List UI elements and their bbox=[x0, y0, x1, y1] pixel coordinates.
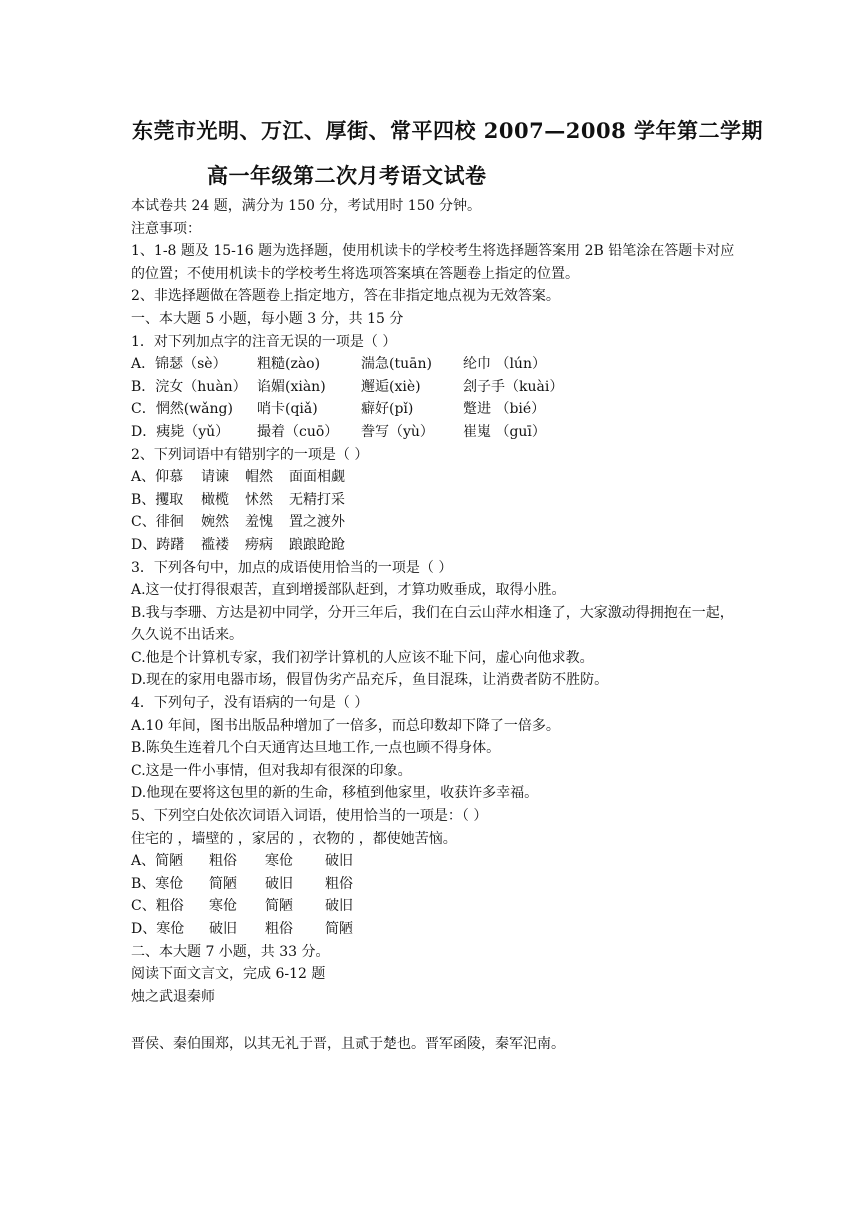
q2-b-item: 橄榄 bbox=[201, 491, 229, 508]
q5-d-item: 粗俗 bbox=[265, 921, 293, 937]
q2-a-item: 帽然 bbox=[245, 469, 273, 486]
q1-b-item: 邂逅(xiè) bbox=[361, 378, 421, 395]
q4-option-d: D.他现在要将这包里的新的生命，移植到他家里，收获许多幸福。 bbox=[131, 785, 539, 802]
q2-stem: 2、下列词语中有错别字的一项是（ ） bbox=[131, 446, 369, 463]
q1-a-item: 纶巾 （lún） bbox=[463, 356, 546, 373]
q1-b-item: B．浣女（huàn） bbox=[131, 378, 247, 395]
q5-b-item: 粗俗 bbox=[325, 875, 353, 892]
q2-a-item: 请谏 bbox=[201, 469, 229, 486]
q2-option-d bbox=[131, 534, 741, 557]
q2-c-item: 置之渡外 bbox=[289, 514, 345, 531]
notice-item-1: 1、1-8 题及 15-16 题为选择题，使用机读卡的学校考生将选择题答案用 2B 铅笔涂在答题卡对应的位置；不使用机读卡的学校考生将选项答案填在答题卷上指定的位置。 bbox=[131, 243, 735, 282]
blank-line bbox=[131, 1008, 741, 1033]
q5-c-item: 寒伧 bbox=[209, 898, 237, 915]
q1-a-item: 湍急(tuān) bbox=[361, 356, 432, 373]
q2-a-item: 面面相觑 bbox=[289, 469, 345, 486]
q5-stem: 5、下列空白处依次词语入词语，使用恰当的一项是：（ ） bbox=[131, 808, 488, 825]
q3-option-c: C.他是个计算机专家，我们初学计算机的人应该不耻下问，虚心向他求教。 bbox=[131, 649, 594, 666]
q5-a-item: 寒伧 bbox=[265, 853, 293, 870]
q5-a-item: 粗俗 bbox=[209, 853, 237, 870]
passage-first-line: 晋侯、秦伯围郑，以其无礼于晋，且贰于楚也。晋军函陵，秦军汜南。 bbox=[131, 1036, 565, 1053]
q2-d-item: 痨病 bbox=[245, 536, 273, 553]
exam-summary: 本试卷共 24 题，满分为 150 分，考试用时 150 分钟。 bbox=[131, 198, 481, 214]
q1-option-b bbox=[131, 376, 741, 399]
q1-option-d bbox=[131, 421, 741, 444]
q1-b-item: 刽子手（kuài） bbox=[463, 378, 564, 395]
q3-option-d: D.现在的家用电器市场，假冒伪劣产品充斥，鱼目混珠，让消费者防不胜防。 bbox=[131, 672, 609, 689]
q5-c-item: 破旧 bbox=[325, 898, 353, 915]
q2-b-item: B、攫取 bbox=[131, 491, 184, 508]
exam-title-line-1: 东莞市光明、万江、厚街、常平四校 2007—2008 学年第二学期 bbox=[132, 118, 764, 143]
q5-option-d bbox=[131, 918, 741, 941]
q5-b-item: 破旧 bbox=[265, 875, 293, 892]
q1-c-item: 癖好(pǐ) bbox=[361, 401, 414, 418]
notice-heading: 注意事项： bbox=[131, 220, 201, 237]
exam-title-line-2: 高一年级第二次月考语文试卷 bbox=[207, 163, 487, 188]
q1-b-item: 谄媚(xiàn) bbox=[257, 378, 326, 395]
q5-b-item: 简陋 bbox=[209, 875, 237, 892]
q5-d-item: 简陋 bbox=[325, 921, 353, 937]
q1-option-c bbox=[131, 398, 741, 421]
q2-c-item: 婉然 bbox=[201, 514, 229, 531]
q2-d-item: 褴褛 bbox=[201, 536, 229, 553]
q1-stem: 1．对下列加点字的注音无误的一项是（ ） bbox=[131, 333, 397, 350]
q5-option-b bbox=[131, 873, 741, 896]
q5-c-item: C、粗俗 bbox=[131, 898, 184, 915]
q1-option-a bbox=[131, 353, 741, 376]
q2-b-item: 无精打采 bbox=[289, 491, 345, 508]
reading-instruction: 阅读下面文言文，完成 6-12 题 bbox=[131, 966, 326, 983]
q5-option-c bbox=[131, 895, 741, 918]
q3-option-a: A.这一仗打得很艰苦，直到增援部队赶到，才算功败垂成，取得小胜。 bbox=[131, 582, 566, 599]
q1-c-item: C．惘然(wǎng) bbox=[131, 401, 233, 418]
q2-d-item: D、踌躇 bbox=[131, 536, 185, 553]
q1-a-item: 粗糙(zào) bbox=[257, 356, 321, 373]
q1-d-item: 誊写（yù） bbox=[361, 423, 434, 440]
exam-body bbox=[131, 195, 741, 1056]
q5-d-item: D、寒伧 bbox=[131, 921, 185, 937]
notice-item-2: 2、非选择题做在答题卷上指定地方，答在非指定地点视为无效答案。 bbox=[131, 288, 560, 305]
q2-d-item: 踉踉跄跄 bbox=[289, 536, 345, 553]
q4-option-b: B.陈奂生连着几个白天通宵达旦地工作,一点也顾不得身体。 bbox=[131, 740, 501, 757]
q5-b-item: B、寒伧 bbox=[131, 875, 184, 892]
q3-stem: 3．下列各句中，加点的成语使用恰当的一项是（ ） bbox=[131, 559, 453, 576]
q2-c-item: C、徘徊 bbox=[131, 514, 184, 531]
section-2-heading: 二、本大题 7 小题，共 33 分。 bbox=[131, 943, 330, 960]
q4-stem: 4．下列句子，没有语病的一句是（ ） bbox=[131, 695, 369, 712]
q5-a-item: 破旧 bbox=[325, 853, 353, 870]
q2-c-item: 羞愧 bbox=[245, 514, 273, 531]
q1-d-item: 崔嵬 （guī） bbox=[463, 423, 546, 440]
q1-a-item: A．锦瑟（sè） bbox=[131, 356, 227, 373]
q4-option-c: C.这是一件小事情，但对我却有很深的印象。 bbox=[131, 762, 412, 779]
q1-d-item: D．痍毙（yǔ） bbox=[131, 423, 230, 440]
q2-a-item: A、仰慕 bbox=[131, 469, 184, 486]
passage-title: 烛之武退秦师 bbox=[131, 988, 215, 1005]
q1-d-item: 撮着（cuō） bbox=[257, 423, 339, 440]
q4-option-a: A.10 年间，图书出版品种增加了一倍多，而总印数却下降了一倍多。 bbox=[131, 717, 560, 734]
q5-d-item: 破旧 bbox=[209, 921, 237, 937]
q3-option-b: B.我与李珊、方达是初中同学，分开三年后，我们在白云山萍水相逢了，大家激动得拥抱在一起，久久说不出话来。 bbox=[131, 604, 734, 644]
q5-c-item: 简陋 bbox=[265, 898, 293, 915]
q2-option-a bbox=[131, 466, 741, 489]
section-1-heading: 一、本大题 5 小题，每小题 3 分，共 15 分 bbox=[131, 310, 404, 327]
q2-option-c bbox=[131, 511, 741, 534]
q2-option-b bbox=[131, 489, 741, 512]
q1-c-item: 哨卡(qiǎ) bbox=[257, 401, 318, 418]
q5-a-item: A、简陋 bbox=[131, 853, 184, 870]
q2-b-item: 怵然 bbox=[245, 491, 273, 508]
q5-option-a bbox=[131, 850, 741, 873]
q5-sentence: 住宅的 ，墙壁的 ，家居的 ，衣物的 ，都使她苦恼。 bbox=[131, 830, 457, 847]
q1-c-item: 蹩进 （bié） bbox=[463, 401, 546, 418]
